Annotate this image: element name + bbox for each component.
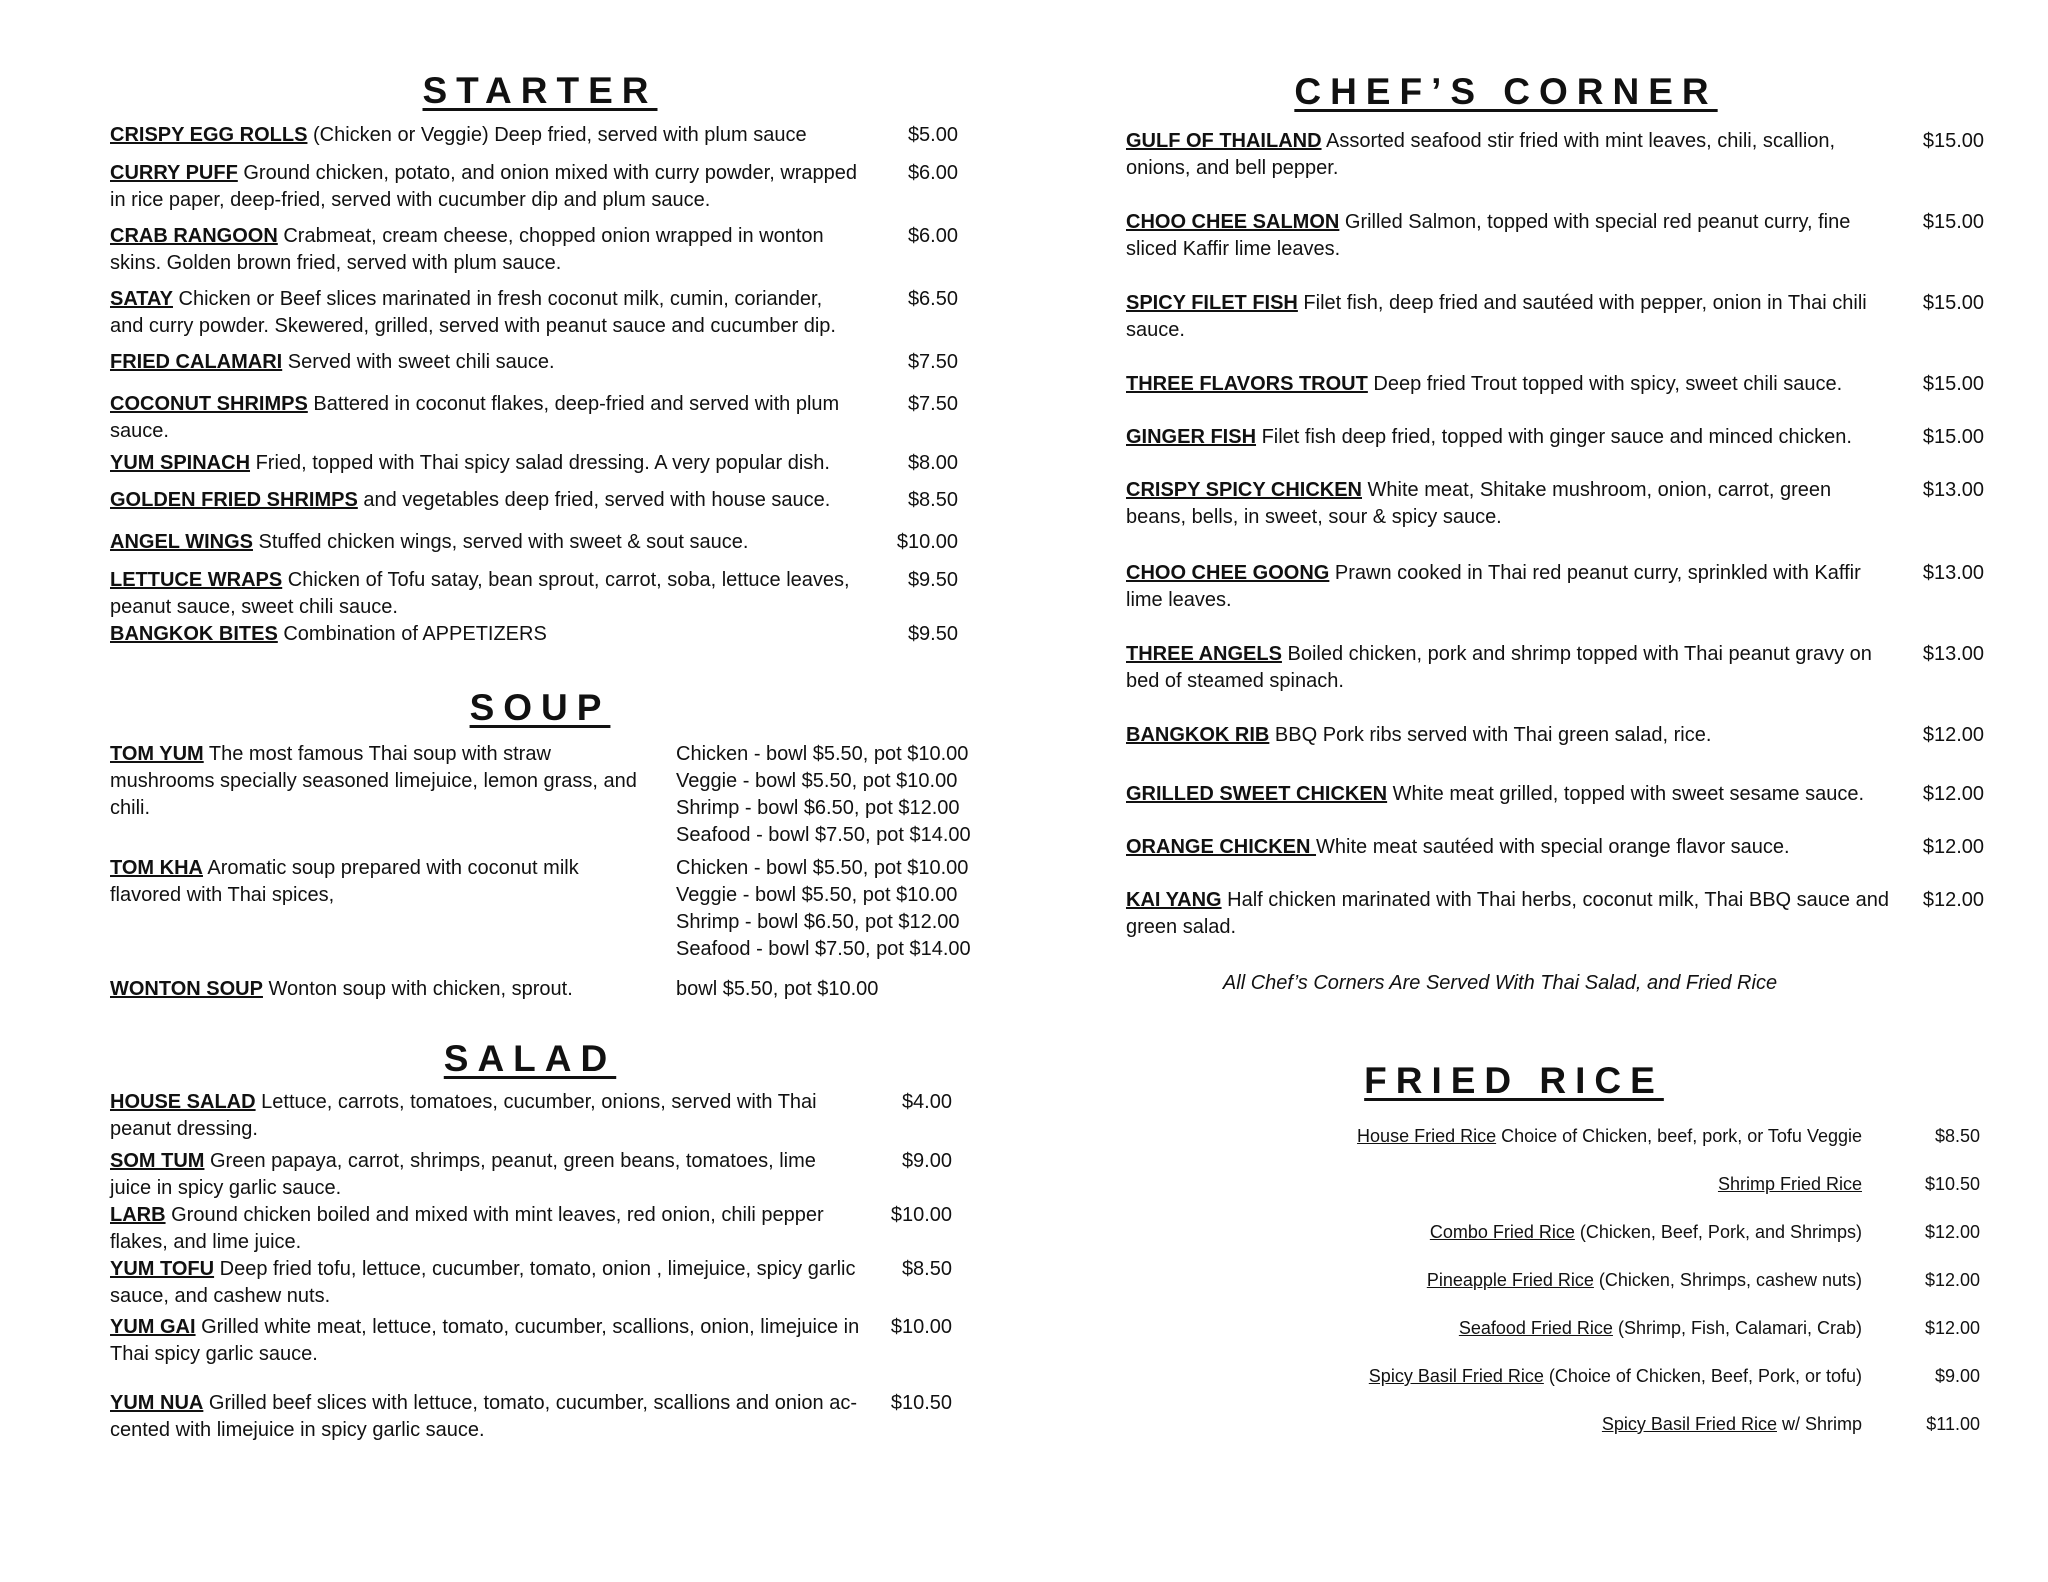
soup-item-name: TOM KHA [110,857,203,879]
soup-price-line: Chicken - bowl $5.50, pot $10.00 [676,743,969,765]
soup-item-prices [676,741,971,849]
soup-item-description [110,855,645,909]
fried-rice-item-name: Combo Fried Rice [1429,1222,1575,1242]
salad-item-description [110,1202,860,1256]
starter-item-price: $8.50 [907,489,958,511]
starter-item-text: Combination of APPETIZERS [277,623,547,645]
chefs-corner-item-price: $15.00 [1922,130,1984,152]
fried-rice-item-price: $12.00 [1924,1318,1980,1338]
starter-item-description [110,349,860,376]
starter-item-text: Chicken of Tofu satay, bean sprout, carrot, soba, lettuce leaves, peanut sauce, sweet chili sauce. [110,569,850,618]
soup-price-line: Chicken - bowl $5.50, pot $10.00 [676,857,969,879]
chefs-corner-item-price: $13.00 [1922,562,1984,584]
fried-rice-item-description [1718,1172,1862,1196]
chefs-corner-item-price: $15.00 [1922,211,1984,233]
salad-heading: SALAD [443,1038,617,1079]
chefs-corner-item-description [1126,887,1896,941]
chefs-corner-item-description [1126,560,1896,614]
chefs-corner-item-description [1126,834,1896,861]
chefs-corner-item-name: GULF OF THAILAND [1126,130,1322,152]
fried-rice-item-text: w/ Shrimp [1776,1414,1862,1434]
fried-rice-item-price: $12.00 [1924,1270,1980,1290]
starter-item-price: $9.50 [907,623,958,645]
salad-item-text: Grilled white meat, lettuce, tomato, cucumber, scallions, onion, limejuice in Thai spicy garlic sauce. [110,1316,860,1365]
starter-item-price: $7.50 [907,351,958,373]
chefs-corner-item-text: Half chicken marinated with Thai herbs, coconut milk, Thai BBQ sauce and green salad. [1126,889,1889,938]
chefs-corner-item-description [1126,371,1896,398]
starter-item-text: Crabmeat, cream cheese, chopped onion wrapped in wonton skins. Golden brown fried, served with plum sauce. [110,225,824,274]
starter-item-name: CRAB RANGOON [110,225,278,247]
chefs-corner-item-description [1126,209,1896,263]
chefs-corner-note: All Chef’s Corners Are Served With Thai Salad, and Fried Rice [1222,972,1778,994]
starter-item-name: YUM SPINACH [110,452,251,474]
fried-rice-item-text: (Choice of Chicken, Beef, Pork, or tofu) [1543,1366,1862,1386]
starter-item-text: Fried, topped with Thai spicy salad dressing. A very popular dish. [250,452,830,474]
starter-item-description [110,567,860,621]
salad-item-price: $10.00 [890,1204,952,1226]
salad-item-price: $9.00 [901,1150,952,1172]
salad-item-description [110,1089,860,1143]
chefs-corner-item-description [1126,290,1896,344]
salad-item-price: $4.00 [901,1091,952,1113]
salad-item-text: Green papaya, carrot, shrimps, peanut, green beans, tomatoes, lime juice in spicy garlic sauce. [110,1150,816,1199]
salad-item-name: YUM GAI [110,1316,196,1338]
chefs-corner-item-text: White meat grilled, topped with sweet sesame sauce. [1387,783,1865,805]
fried-rice-item-price: $9.00 [1934,1366,1980,1386]
fried-rice-item-description [1459,1316,1862,1340]
chefs-corner-item-price: $15.00 [1922,292,1984,314]
chefs-corner-item-name: SPICY FILET FISH [1126,292,1298,314]
fried-rice-item-text: (Chicken, Beef, Pork, and Shrimps) [1574,1222,1862,1242]
salad-item-name: HOUSE SALAD [110,1091,256,1113]
starter-item-name: GOLDEN FRIED SHRIMPS [110,489,358,511]
soup-price-line: Shrimp - bowl $6.50, pot $12.00 [676,911,960,933]
chefs-corner-item-description [1126,128,1896,182]
chefs-corner-item-text: Filet fish, deep fried and sautéed with pepper, onion in Thai chili sauce. [1126,292,1867,341]
chefs-corner-item-text: White meat, Shitake mushroom, onion, carrot, green beans, bells, in sweet, sour & spicy sauce. [1126,479,1832,528]
fried-rice-item-description [1427,1268,1862,1292]
chefs-corner-item-text: Deep fried Trout topped with spicy, sweet chili sauce. [1367,373,1843,395]
chefs-corner-item-name: CHOO CHEE GOONG [1126,562,1330,584]
starter-item-price: $7.50 [907,393,958,415]
starter-item-description [110,160,860,214]
starter-heading: STARTER [422,70,658,111]
fried-rice-item-price: $11.00 [1926,1414,1980,1434]
soup-heading: SOUP [469,687,611,728]
starter-item-description [110,122,860,149]
fried-rice-item-description [1430,1220,1862,1244]
chefs-corner-heading: CHEF’S CORNER [1294,71,1718,112]
soup-item-description [110,741,645,822]
salad-item-price: $10.50 [890,1392,952,1414]
soup-item-prices [676,855,971,963]
starter-item-price: $6.50 [907,288,958,310]
chefs-corner-item-price: $15.00 [1922,373,1984,395]
starter-item-text: Chicken or Beef slices marinated in fresh coconut milk, cumin, coriander, and curry powder. Skewered, grilled, served with peanut sauce and cucumber dip. [110,288,836,337]
chefs-corner-item-price: $12.00 [1922,889,1984,911]
starter-item-name: COCONUT SHRIMPS [110,393,308,415]
starter-item-name: FRIED CALAMARI [110,351,283,373]
soup-item-prices [676,976,878,1003]
soup-price-line: Veggie - bowl $5.50, pot $10.00 [676,884,958,906]
soup-price-line: Seafood - bowl $7.50, pot $14.00 [676,824,971,846]
salad-item-price: $10.00 [890,1316,952,1338]
chefs-corner-item-name: KAI YANG [1126,889,1222,911]
salad-item-text: Deep fried tofu, lettuce, cucumber, tomato, onion , limejuice, spicy garlic sauce, and cashew nuts. [110,1258,856,1307]
fried-rice-item-text: (Shrimp, Fish, Calamari, Crab) [1612,1318,1862,1338]
starter-item-text: (Chicken or Veggie) Deep fried, served with plum sauce [307,124,807,146]
chefs-corner-item-text: Boiled chicken, pork and shrimp topped with Thai peanut gravy on bed of steamed spinach. [1126,643,1872,692]
fried-rice-item-name: House Fried Rice [1357,1126,1497,1146]
fried-rice-heading: FRIED RICE [1364,1060,1664,1101]
soup-item-text: The most famous Thai soup with straw mushrooms specially seasoned limejuice, lemon grass, and chili. [110,743,637,819]
chefs-corner-item-name: THREE FLAVORS TROUT [1126,373,1368,395]
soup-item-description [110,976,645,1003]
salad-item-text: Ground chicken boiled and mixed with mint leaves, red onion, chili pepper flakes, and lime juice. [110,1204,824,1253]
chefs-corner-item-text: Assorted seafood stir fried with mint leaves, chili, scallion, onions, and bell pepper. [1126,130,1836,179]
chefs-corner-item-name: CHOO CHEE SALMON [1126,211,1340,233]
salad-item-description [110,1390,860,1444]
salad-item-description [110,1256,860,1310]
starter-item-text: Battered in coconut flakes, deep-fried and served with plum sauce. [110,393,840,442]
chefs-corner-item-description [1126,424,1896,451]
chefs-corner-item-description [1126,477,1896,531]
soup-item-text: Aromatic soup prepared with coconut milk flavored with Thai spices, [110,857,579,906]
fried-rice-item-description [1357,1124,1862,1148]
starter-item-description [110,286,860,340]
starter-item-price: $5.00 [907,124,958,146]
starter-item-description [110,621,860,648]
starter-item-price: $6.00 [907,225,958,247]
chefs-corner-item-price: $13.00 [1922,479,1984,501]
starter-item-description [110,450,860,477]
fried-rice-item-text: Choice of Chicken, beef, pork, or Tofu Veggie [1496,1126,1862,1146]
starter-item-name: LETTUCE WRAPS [110,569,283,591]
starter-item-name: BANGKOK BITES [110,623,278,645]
starter-item-text: Ground chicken, potato, and onion mixed with curry powder, wrapped in rice paper, deep-fried, served with cucumber dip and plum sauce. [110,162,858,211]
soup-price-line: Veggie - bowl $5.50, pot $10.00 [676,770,958,792]
chefs-corner-item-text: Grilled Salmon, topped with special red peanut curry, fine sliced Kaffir lime leaves. [1126,211,1851,260]
chefs-corner-item-name: GINGER FISH [1126,426,1257,448]
fried-rice-item-name: Shrimp Fried Rice [1717,1174,1862,1194]
chefs-corner-item-text: BBQ Pork ribs served with Thai green salad, rice. [1269,724,1712,746]
fried-rice-item-price: $8.50 [1934,1126,1980,1146]
salad-item-price: $8.50 [901,1258,952,1280]
starter-item-text: Served with sweet chili sauce. [282,351,555,373]
fried-rice-item-text: (Chicken, Shrimps, cashew nuts) [1593,1270,1862,1290]
starter-item-description [110,529,860,556]
soup-item-name: TOM YUM [110,743,204,765]
soup-price-line: Seafood - bowl $7.50, pot $14.00 [676,938,971,960]
salad-item-name: SOM TUM [110,1150,205,1172]
soup-price-line: Shrimp - bowl $6.50, pot $12.00 [676,797,960,819]
chefs-corner-item-text: White meat sautéed with special orange flavor sauce. [1316,836,1790,858]
chefs-corner-item-price: $12.00 [1922,783,1984,805]
fried-rice-item-name: Pineapple Fried Rice [1426,1270,1594,1290]
salad-item-description [110,1148,860,1202]
fried-rice-item-name: Seafood Fried Rice [1458,1318,1613,1338]
starter-item-name: CRISPY EGG ROLLS [110,124,308,146]
starter-item-name: CURRY PUFF [110,162,238,184]
chefs-corner-item-price: $12.00 [1922,724,1984,746]
chefs-corner-item-name: ORANGE CHICKEN [1126,836,1317,858]
salad-item-text: Grilled beef slices with lettuce, tomato, cucumber, scallions and onion ac-cented with limejuice in spicy garlic sauce. [110,1392,857,1441]
starter-item-description [110,223,860,277]
fried-rice-item-price: $12.00 [1924,1222,1980,1242]
starter-item-name: ANGEL WINGS [110,531,253,553]
salad-item-name: YUM NUA [110,1392,204,1414]
chefs-corner-item-text: Prawn cooked in Thai red peanut curry, sprinkled with Kaffir lime leaves. [1126,562,1861,611]
chefs-corner-item-text: Filet fish deep fried, topped with ginger sauce and minced chicken. [1256,426,1852,448]
starter-item-price: $8.00 [907,452,958,474]
chefs-corner-item-price: $15.00 [1922,426,1984,448]
starter-item-price: $10.00 [896,531,958,553]
chefs-corner-item-description [1126,722,1896,749]
starter-item-text: Stuffed chicken wings, served with sweet & sout sauce. [252,531,749,553]
chefs-corner-item-name: THREE ANGELS [1126,643,1282,665]
chefs-corner-item-name: BANGKOK RIB [1126,724,1270,746]
salad-item-description [110,1314,860,1368]
starter-item-price: $9.50 [907,569,958,591]
fried-rice-item-description [1602,1412,1862,1436]
fried-rice-item-name: Spicy Basil Fried Rice [1368,1366,1544,1386]
chefs-corner-item-price: $13.00 [1922,643,1984,665]
soup-price-line: bowl $5.50, pot $10.00 [676,978,879,1000]
salad-item-text: Lettuce, carrots, tomatoes, cucumber, onions, served with Thai peanut dressing. [110,1091,817,1140]
chefs-corner-item-price: $12.00 [1922,836,1984,858]
starter-item-description [110,391,860,445]
chefs-corner-item-name: CRISPY SPICY CHICKEN [1126,479,1362,501]
starter-item-description [110,487,860,514]
starter-item-price: $6.00 [907,162,958,184]
fried-rice-item-price: $10.50 [1924,1174,1980,1194]
fried-rice-item-name: Spicy Basil Fried Rice [1601,1414,1777,1434]
fried-rice-item-description [1369,1364,1862,1388]
chefs-corner-item-description [1126,641,1896,695]
chefs-corner-item-name: GRILLED SWEET CHICKEN [1126,783,1388,805]
soup-item-text: Wonton soup with chicken, sprout. [262,978,573,1000]
starter-item-name: SATAY [110,288,173,310]
soup-item-name: WONTON SOUP [110,978,263,1000]
chefs-corner-item-description [1126,781,1896,808]
starter-item-text: and vegetables deep fried, served with house sauce. [357,489,831,511]
salad-item-name: LARB [110,1204,166,1226]
salad-item-name: YUM TOFU [110,1258,215,1280]
